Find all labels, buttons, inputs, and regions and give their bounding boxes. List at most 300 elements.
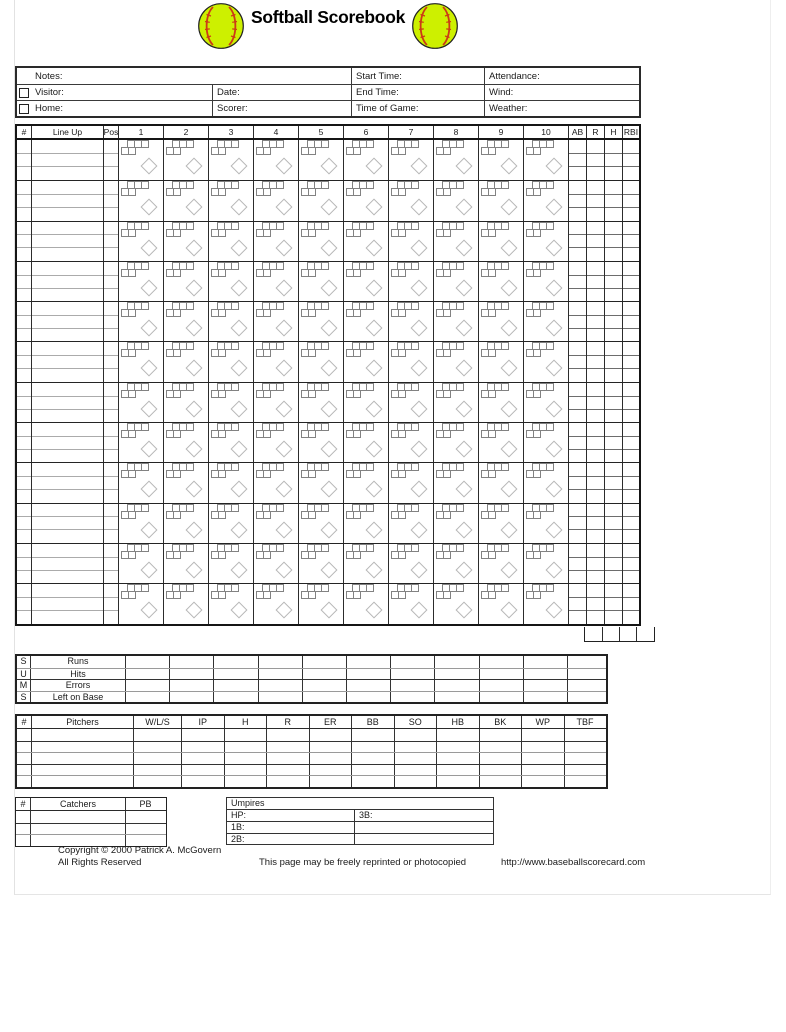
- sub-row-line: [587, 570, 604, 571]
- inning-cell: [343, 181, 388, 220]
- count-box: [321, 262, 329, 270]
- sub-row-line: [569, 529, 586, 530]
- count-box: [128, 309, 136, 317]
- sub-row-line: [587, 610, 604, 611]
- sub-row-line: [32, 476, 103, 477]
- base-diamond: [546, 602, 563, 619]
- inning-cell: [433, 302, 478, 341]
- inning-cell: [433, 584, 478, 623]
- inning-cell: [208, 383, 253, 422]
- inning-cell: [433, 181, 478, 220]
- sub-row-line: [623, 288, 639, 289]
- base-diamond: [321, 521, 338, 538]
- count-box: [321, 504, 329, 512]
- strikes-row: [122, 470, 149, 478]
- count-box: [443, 551, 451, 559]
- weather-label: Weather:: [489, 103, 528, 114]
- sums-value-cell: [524, 656, 568, 668]
- inning-cell: [343, 423, 388, 462]
- pitch-count-boxes: [482, 140, 509, 155]
- total-cell: [619, 627, 636, 641]
- stat-cell: [568, 140, 586, 180]
- inning-cell: [478, 140, 523, 180]
- player-name-cell: [31, 302, 103, 341]
- base-diamond: [366, 199, 383, 216]
- sums-value-cell: [568, 692, 606, 703]
- base-diamond: [141, 158, 158, 175]
- sub-row-line: [605, 275, 622, 276]
- inning-cell: [388, 463, 433, 502]
- sub-row-line: [104, 597, 118, 598]
- pitch-count-boxes: [257, 181, 284, 196]
- count-box: [411, 262, 419, 270]
- base-diamond: [276, 239, 293, 256]
- sub-row-line: [623, 436, 639, 437]
- sub-row-line: [587, 557, 604, 558]
- pitchers-col-header: Pitchers: [31, 716, 133, 728]
- pitcher-cell: [564, 753, 606, 764]
- strikes-row: [302, 551, 329, 559]
- inning-cell: [163, 423, 208, 462]
- base-diamond: [456, 481, 473, 498]
- count-box: [443, 470, 451, 478]
- count-box: [456, 383, 464, 391]
- sums-value-cell: [347, 656, 391, 668]
- pitcher-cell: [351, 765, 394, 776]
- inning-cell: [523, 222, 568, 261]
- player-row: [17, 583, 639, 623]
- count-box: [141, 584, 149, 592]
- pitch-count-boxes: [482, 383, 509, 398]
- col-header-stat: RBI: [623, 127, 639, 137]
- count-box: [488, 188, 496, 196]
- base-diamond: [501, 521, 518, 538]
- inning-cell: [208, 584, 253, 623]
- count-box: [366, 302, 374, 310]
- pitch-count-boxes: [482, 584, 509, 599]
- base-diamond: [276, 441, 293, 458]
- strikes-row: [257, 511, 284, 519]
- strikes-row: [302, 511, 329, 519]
- sub-row-line: [17, 247, 31, 248]
- sub-row-line: [569, 368, 586, 369]
- sub-row-line: [569, 409, 586, 410]
- strikes-row: [392, 147, 419, 155]
- pitch-count-boxes: [527, 140, 554, 155]
- umpires-row: [227, 821, 493, 833]
- stat-cell: [622, 302, 639, 341]
- count-box: [276, 383, 284, 391]
- base-diamond: [456, 561, 473, 578]
- base-diamond: [411, 199, 428, 216]
- base-diamond: [366, 521, 383, 538]
- wind-field: [484, 84, 639, 100]
- sub-row-line: [587, 355, 604, 356]
- count-box: [443, 430, 451, 438]
- pitchers-col-header: #: [21, 717, 27, 727]
- inning-cell: [478, 504, 523, 543]
- sub-row-line: [17, 355, 31, 356]
- sub-row-line: [569, 610, 586, 611]
- stat-cell: [622, 463, 639, 502]
- count-box: [398, 188, 406, 196]
- base-diamond: [321, 602, 338, 619]
- base-diamond: [231, 158, 248, 175]
- strikes-row: [527, 349, 554, 357]
- count-box: [488, 349, 496, 357]
- count-box: [141, 342, 149, 350]
- stat-cell: [622, 181, 639, 220]
- player-row: [17, 422, 639, 462]
- inning-cell: [253, 262, 298, 301]
- inning-cell: [118, 140, 163, 180]
- count-box: [366, 140, 374, 148]
- count-box: [488, 551, 496, 559]
- count-box: [488, 430, 496, 438]
- catchers-col-header: Catchers: [30, 798, 125, 810]
- inning-cell: [208, 262, 253, 301]
- base-diamond: [231, 400, 248, 417]
- inning-cell: [433, 262, 478, 301]
- pitch-count-boxes: [122, 181, 149, 196]
- inning-cell: [343, 302, 388, 341]
- catcher-cell: [125, 811, 165, 823]
- count-box: [443, 591, 451, 599]
- count-box: [218, 188, 226, 196]
- count-box: [456, 140, 464, 148]
- pitch-count-boxes: [122, 504, 149, 519]
- pitch-count-boxes: [437, 342, 464, 357]
- count-box: [398, 390, 406, 398]
- player-name-cell: [31, 140, 103, 180]
- base-diamond: [501, 360, 518, 377]
- count-box: [263, 147, 271, 155]
- count-box: [533, 551, 541, 559]
- website-url: http://www.baseballscorecard.com: [501, 857, 646, 868]
- count-box: [186, 584, 194, 592]
- count-box: [186, 140, 194, 148]
- pitcher-cell: [224, 765, 267, 776]
- base-diamond: [546, 360, 563, 377]
- count-box: [501, 222, 509, 230]
- strikes-row: [482, 551, 509, 559]
- pitch-count-boxes: [122, 544, 149, 559]
- sub-row-line: [605, 207, 622, 208]
- pitch-count-boxes: [257, 423, 284, 438]
- pitch-count-boxes: [257, 222, 284, 237]
- pitcher-cell: [181, 742, 224, 753]
- count-box: [366, 544, 374, 552]
- pitch-count-boxes: [302, 342, 329, 357]
- umpires-row: [227, 833, 493, 845]
- player-number-cell: [17, 342, 31, 381]
- count-box: [546, 544, 554, 552]
- count-box: [276, 262, 284, 270]
- strikes-row: [527, 188, 554, 196]
- pitcher-cell: [181, 729, 224, 741]
- scoring-grid: [15, 124, 641, 626]
- base-diamond: [276, 199, 293, 216]
- umpires-box: [226, 797, 494, 845]
- pitcher-cell: [436, 753, 479, 764]
- inning-cell: [343, 584, 388, 623]
- sub-row-line: [32, 368, 103, 369]
- sub-row-line: [104, 328, 118, 329]
- inning-cell: [388, 222, 433, 261]
- inning-cell: [298, 222, 343, 261]
- strikes-row: [392, 511, 419, 519]
- count-box: [321, 423, 329, 431]
- count-box: [141, 544, 149, 552]
- sub-row-line: [569, 166, 586, 167]
- count-box: [533, 390, 541, 398]
- pitch-count-boxes: [482, 302, 509, 317]
- base-diamond: [321, 400, 338, 417]
- sub-row-line: [623, 409, 639, 410]
- pitcher-cell: [31, 765, 133, 776]
- pitch-count-boxes: [167, 181, 194, 196]
- stat-cell: [604, 504, 622, 543]
- strikes-row: [527, 430, 554, 438]
- count-box: [353, 390, 361, 398]
- count-box: [411, 181, 419, 189]
- strikes-row: [482, 188, 509, 196]
- base-diamond: [186, 400, 203, 417]
- pitcher-cell: [521, 742, 564, 753]
- sub-row-line: [104, 449, 118, 450]
- pitcher-cell: [479, 776, 522, 787]
- pitch-count-boxes: [122, 463, 149, 478]
- sub-row-line: [587, 449, 604, 450]
- count-box: [443, 147, 451, 155]
- pitcher-cell: [521, 776, 564, 787]
- sub-row-line: [17, 328, 31, 329]
- player-name-cell: [31, 222, 103, 261]
- inning-cell: [253, 181, 298, 220]
- pitcher-cell: [394, 742, 437, 753]
- pitch-count-boxes: [347, 262, 374, 277]
- strikes-row: [212, 147, 239, 155]
- sub-row-line: [32, 610, 103, 611]
- count-box: [173, 269, 181, 277]
- count-box: [141, 383, 149, 391]
- pitch-count-boxes: [347, 584, 374, 599]
- player-number-cell: [17, 222, 31, 261]
- col-header-lineup: Line Up: [31, 126, 103, 138]
- inning-cell: [298, 302, 343, 341]
- base-diamond: [231, 521, 248, 538]
- count-box: [366, 262, 374, 270]
- pitch-count-boxes: [347, 504, 374, 519]
- inning-cell: [163, 504, 208, 543]
- sub-row-line: [17, 436, 31, 437]
- start-time-field: [351, 68, 484, 84]
- count-box: [321, 383, 329, 391]
- sub-row-line: [569, 153, 586, 154]
- inning-cell: [523, 383, 568, 422]
- base-diamond: [411, 400, 428, 417]
- count-box: [276, 181, 284, 189]
- strikes-row: [482, 430, 509, 438]
- sub-row-line: [569, 436, 586, 437]
- count-box: [488, 470, 496, 478]
- count-box: [128, 269, 136, 277]
- home-checkbox[interactable]: [19, 104, 29, 114]
- pitch-count-boxes: [347, 463, 374, 478]
- pitcher-cell: [394, 753, 437, 764]
- strikes-row: [257, 470, 284, 478]
- sub-row-line: [569, 489, 586, 490]
- base-diamond: [186, 320, 203, 337]
- sums-value-cell: [214, 669, 258, 680]
- stat-cell: [568, 302, 586, 341]
- catcher-cell: [30, 811, 125, 823]
- pitch-count-boxes: [482, 342, 509, 357]
- strikes-row: [302, 147, 329, 155]
- pitch-count-boxes: [392, 544, 419, 559]
- stat-cell: [568, 544, 586, 583]
- softball-icon-right: [411, 2, 459, 50]
- stat-cell: [622, 222, 639, 261]
- strikes-row: [302, 188, 329, 196]
- pitcher-cell: [266, 765, 309, 776]
- base-diamond: [141, 279, 158, 296]
- base-diamond: [411, 158, 428, 175]
- strikes-row: [527, 591, 554, 599]
- inning-cell: [298, 383, 343, 422]
- sub-row-line: [605, 315, 622, 316]
- home-field: [17, 100, 212, 116]
- count-box: [366, 181, 374, 189]
- inning-cell: [433, 140, 478, 180]
- stat-cell: [568, 262, 586, 301]
- pitcher-cell: [436, 742, 479, 753]
- inning-cell: [523, 504, 568, 543]
- count-box: [218, 147, 226, 155]
- count-box: [398, 269, 406, 277]
- catcher-cell: [16, 811, 30, 823]
- strikes-row: [527, 390, 554, 398]
- count-box: [128, 551, 136, 559]
- sub-row-line: [104, 247, 118, 248]
- pitcher-cell: [31, 753, 133, 764]
- inning-cell: [388, 383, 433, 422]
- strikes-row: [302, 390, 329, 398]
- inning-cell: [208, 544, 253, 583]
- inning-cell: [523, 302, 568, 341]
- count-box: [128, 229, 136, 237]
- catcher-row: [16, 811, 166, 823]
- base-diamond: [186, 360, 203, 377]
- count-box: [186, 383, 194, 391]
- pitch-count-boxes: [482, 222, 509, 237]
- stat-cell: [586, 584, 604, 623]
- strikes-row: [212, 511, 239, 519]
- sub-row-line: [605, 368, 622, 369]
- player-position-cell: [103, 262, 118, 301]
- count-box: [263, 309, 271, 317]
- count-box: [456, 584, 464, 592]
- sub-row-line: [587, 328, 604, 329]
- umpire-2b-label: 2B:: [231, 833, 245, 844]
- pitch-count-boxes: [437, 383, 464, 398]
- sums-value-cell: [347, 680, 391, 691]
- stat-cell: [604, 584, 622, 623]
- sub-row-line: [605, 597, 622, 598]
- base-diamond: [276, 320, 293, 337]
- pitcher-cell: [133, 729, 181, 741]
- count-box: [173, 551, 181, 559]
- sub-row-line: [32, 315, 103, 316]
- pitcher-cell: [266, 753, 309, 764]
- page-header: [15, 2, 641, 50]
- base-diamond: [501, 279, 518, 296]
- sub-row-line: [587, 166, 604, 167]
- base-diamond: [186, 481, 203, 498]
- inning-cell: [478, 181, 523, 220]
- sub-row-line: [104, 368, 118, 369]
- sums-value-cell: [391, 656, 435, 668]
- visitor-checkbox[interactable]: [19, 88, 29, 98]
- count-box: [456, 222, 464, 230]
- base-diamond: [141, 441, 158, 458]
- base-diamond: [411, 360, 428, 377]
- pitcher-cell: [309, 765, 352, 776]
- sub-row-line: [623, 328, 639, 329]
- inning-cell: [253, 584, 298, 623]
- sub-row-line: [623, 166, 639, 167]
- inning-cell: [343, 383, 388, 422]
- base-diamond: [186, 441, 203, 458]
- strikes-row: [257, 349, 284, 357]
- pitch-count-boxes: [167, 504, 194, 519]
- sub-row-line: [587, 234, 604, 235]
- strikes-row: [392, 551, 419, 559]
- inning-cell: [208, 140, 253, 180]
- base-diamond: [231, 602, 248, 619]
- count-box: [128, 511, 136, 519]
- col-header-inning: 8: [433, 126, 478, 138]
- count-box: [276, 504, 284, 512]
- sums-value-cell: [259, 669, 303, 680]
- count-box: [186, 423, 194, 431]
- player-number-cell: [17, 544, 31, 583]
- count-box: [173, 470, 181, 478]
- strikes-row: [347, 591, 374, 599]
- end-time-label: End Time:: [356, 87, 399, 98]
- totals-extension: [584, 627, 655, 642]
- pitch-count-boxes: [392, 423, 419, 438]
- strikes-row: [122, 229, 149, 237]
- base-diamond: [186, 561, 203, 578]
- count-box: [488, 147, 496, 155]
- strikes-row: [392, 470, 419, 478]
- strikes-row: [167, 591, 194, 599]
- count-box: [398, 591, 406, 599]
- visitor-field: [17, 84, 212, 100]
- count-box: [411, 140, 419, 148]
- pitch-count-boxes: [167, 262, 194, 277]
- count-box: [411, 463, 419, 471]
- count-box: [353, 591, 361, 599]
- pitcher-cell: [31, 776, 133, 787]
- count-box: [231, 383, 239, 391]
- sub-row-line: [569, 476, 586, 477]
- inning-cell: [118, 463, 163, 502]
- inning-cell: [253, 302, 298, 341]
- strikes-row: [437, 511, 464, 519]
- player-number-cell: [17, 504, 31, 543]
